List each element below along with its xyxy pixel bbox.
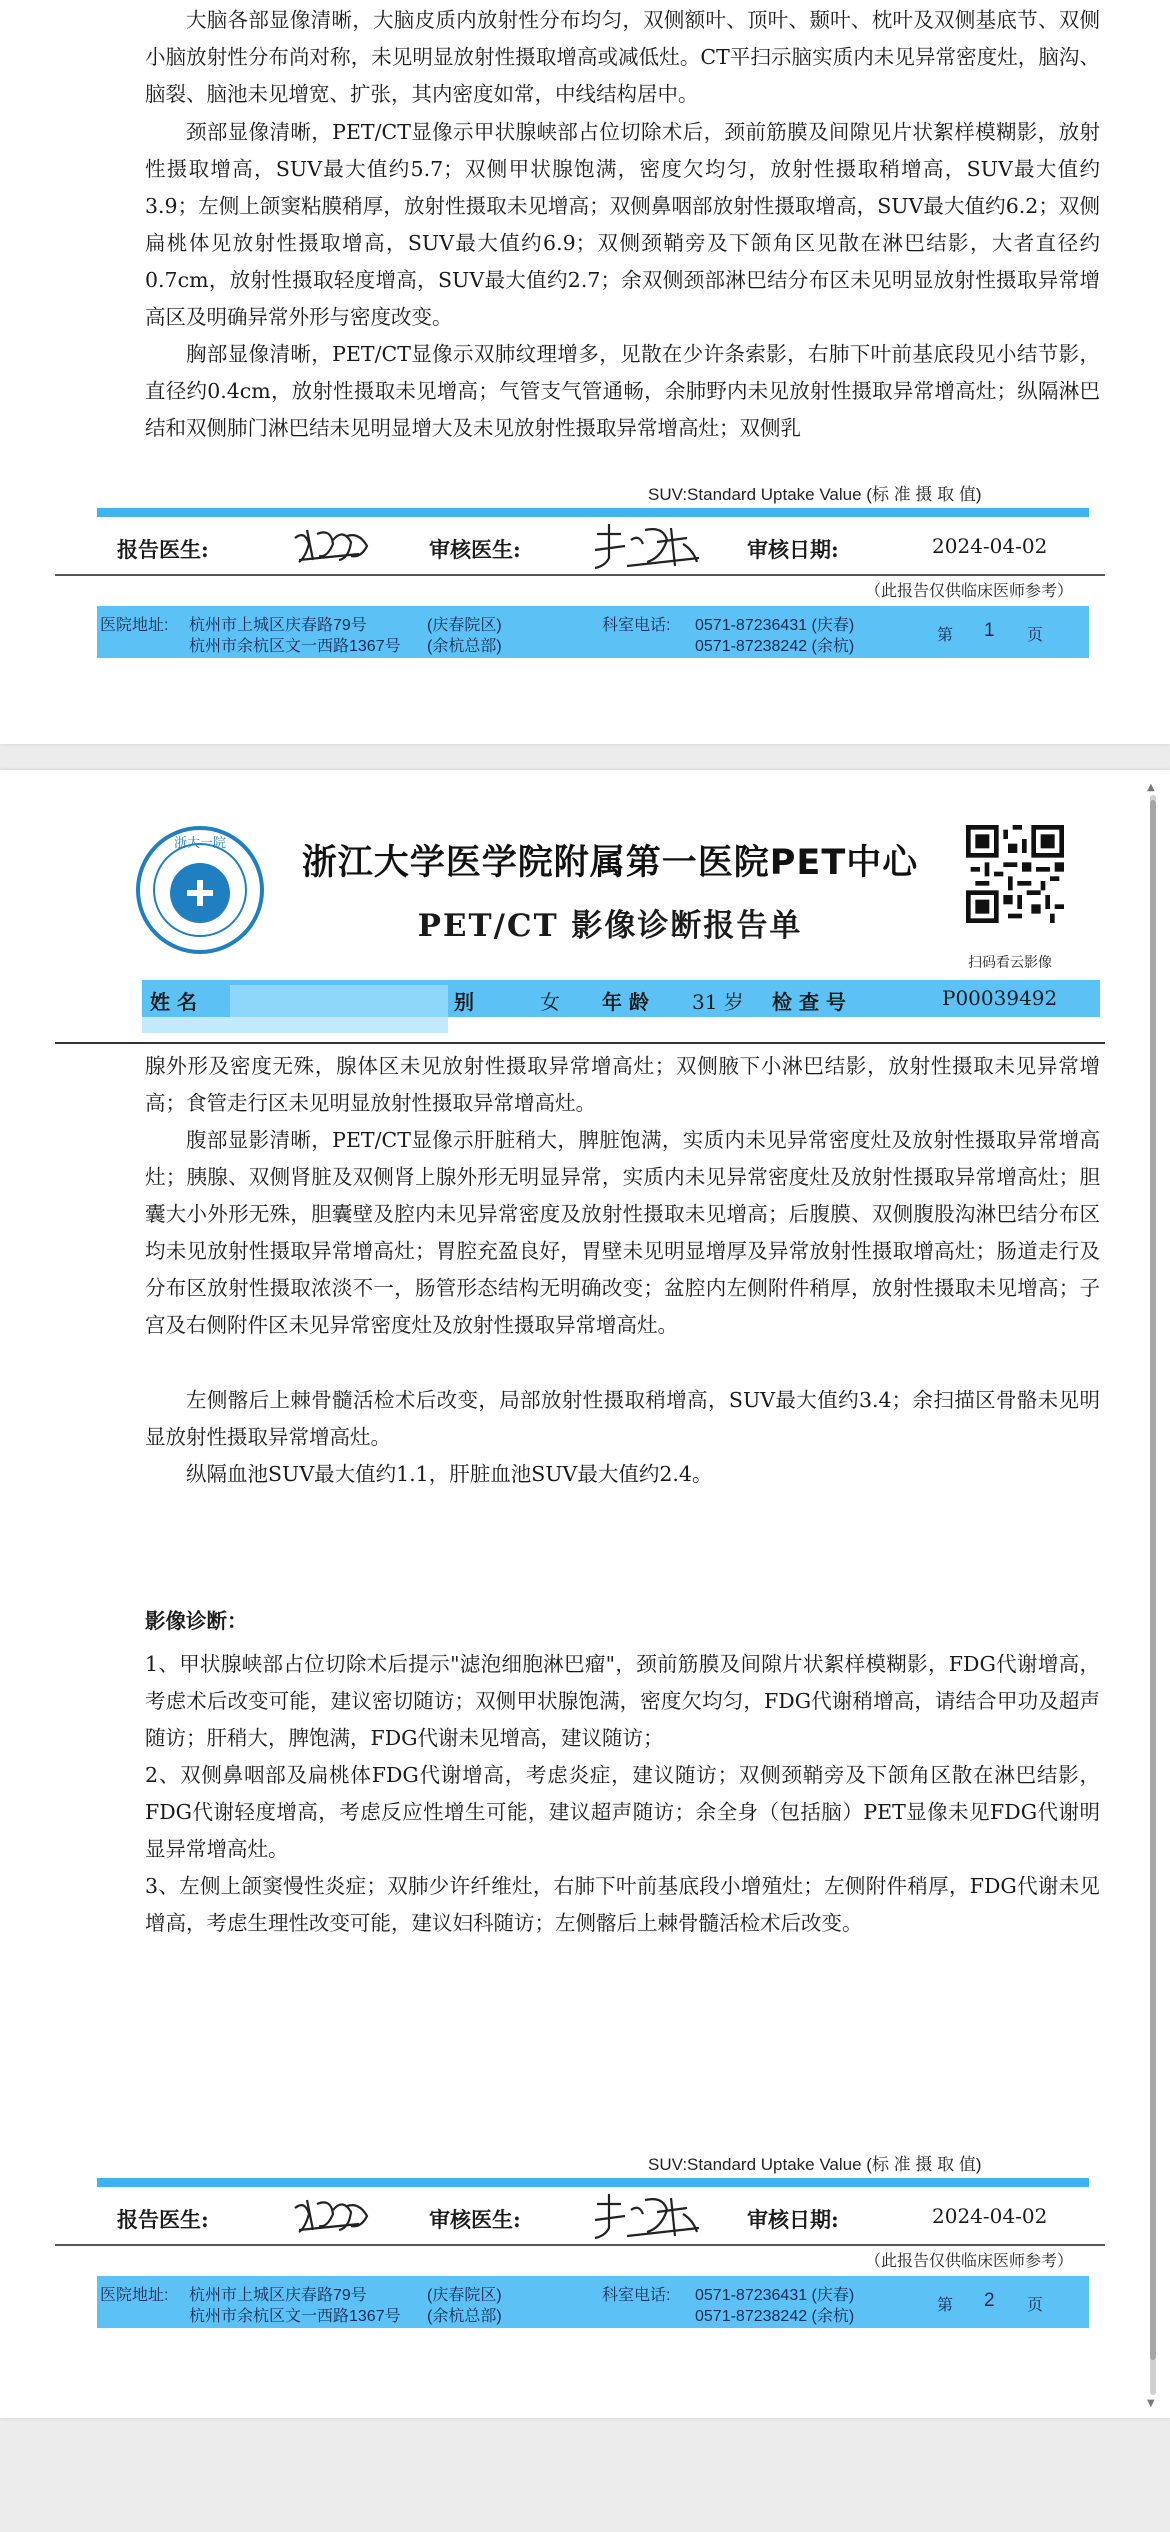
phone-1: 0571-87236431 (庆春) <box>695 617 855 634</box>
review-date-label-2: 审核日期: <box>747 2207 839 2232</box>
signature-row <box>97 520 1089 576</box>
review-date-2: 2024-04-02 <box>932 2204 1048 2228</box>
campus-2-2: (余杭总部) <box>427 2308 502 2325</box>
diagnosis-item-2: 2、双侧鼻咽部及扁桃体FDG代谢增高，考虑炎症，建议随访；双侧颈鞘旁及下颌角区散在淋巴结影，FDG代谢轻度增高，考虑反应性增生可能，建议超声随访；余全身（包括脑）PET显像未见FDG代谢明显异常增高灶。 <box>145 1763 1100 1861</box>
report-doctor-signature-2 <box>287 2190 377 2242</box>
qr-code-icon[interactable] <box>966 825 1064 923</box>
phone-1-2: 0571-87236431 (庆春) <box>695 2287 855 2304</box>
name-redaction-underline <box>142 1017 448 1033</box>
scroll-up-icon[interactable]: ▲ <box>1147 782 1155 793</box>
diagnosis-item-3: 3、左侧上颌窦慢性炎症；双肺少许纤维灶，右肺下叶前基底段小增殖灶；左侧附件稍厚，FDG代谢未见增高，考虑生理性改变可能，建议妇科随访；左侧髂后上棘骨髓活检术后改变。 <box>145 1874 1100 1935</box>
review-doctor-label: 审核医生: <box>429 537 521 562</box>
hospital-footer <box>97 606 1089 658</box>
report-page-1 <box>0 0 1170 744</box>
address-label: 医院地址: <box>100 617 169 634</box>
blood-pool-paragraph: 纵隔血池SUV最大值约1.1，肝脏血池SUV最大值约2.4。 <box>186 1462 713 1486</box>
campus-2: (余杭总部) <box>427 638 502 655</box>
diagnosis-item-1: 1、甲状腺峡部占位切除术后提示"滤泡细胞淋巴瘤"，颈前筋膜及间隙片状絮样模糊影，FDG代谢增高，考虑术后改变可能，建议密切随访；双侧甲状腺饱满，密度欠均匀，FDG代谢稍增高，请结合甲功及超声随访；肝稍大，脾饱满，FDG代谢未见增高，建议随访； <box>145 1652 1100 1750</box>
review-doctor-signature-2 <box>587 2190 707 2246</box>
page-number-2: 2 <box>984 2290 995 2311</box>
suv-note: SUV:Standard Uptake Value (标 准 摄 取 值) <box>648 485 982 504</box>
logo-text: 浙大一院 <box>173 836 227 851</box>
name-label: 姓 名 <box>150 990 197 1014</box>
diagnosis-title: 影像诊断： <box>145 1609 248 1633</box>
bone-paragraph: 左侧髂后上棘骨髓活检术后改变，局部放射性摄取稍增高，SUV最大值约3.4；余扫描区骨骼未见明显放射性摄取异常增高灶。 <box>145 1388 1100 1449</box>
report-doctor-signature <box>287 520 377 572</box>
campus-1-2: (庆春院区) <box>427 2287 502 2304</box>
breast-paragraph: 腺外形及密度无殊，腺体区未见放射性摄取异常增高灶；双侧腋下小淋巴结影，放射性摄取未见异常增高；食管走行区未见明显放射性摄取异常增高灶。 <box>145 1054 1100 1115</box>
exam-label: 检 查 号 <box>772 990 846 1014</box>
age-label: 年 龄 <box>602 990 649 1014</box>
header-divider <box>55 1042 1105 1044</box>
qr-caption: 扫码看云影像 <box>968 955 1052 971</box>
reference-note-2: （此报告仅供临床医师参考） <box>865 2251 1074 2270</box>
phone-label: 科室电话: <box>602 617 671 634</box>
address-2-2: 杭州市余杭区文一西路1367号 <box>189 2308 401 2325</box>
age-value: 31 岁 <box>692 990 744 1014</box>
abdomen-paragraph: 腹部显影清晰，PET/CT显像示肝脏稍大，脾脏饱满，实质内未见异常密度灶及放射性摄取异常增高灶；胰腺、双侧肾脏及双侧肾上腺外形无明显异常，实质内未见异常密度灶及放射性摄取异常增高灶；胆囊大小外形无殊，胆囊壁及腔内未见异常密度及放射性摄取未见增高；后腹膜、双侧腹股沟淋巴结分布区均未见放射性摄取异常增高灶；胃腔充盈良好，胃壁未见明显增厚及异常放射性摄取增高灶；肠道走行及分布区放射性摄取浓淡不一，肠管形态结构无明确改变；盆腔内左侧附件稍厚，放射性摄取未见增高；子宫及右侧附件区未见异常密度灶及放射性摄取异常增高灶。 <box>145 1128 1100 1337</box>
signature-row-2 <box>97 2190 1089 2246</box>
sex-label: 别 <box>454 990 474 1014</box>
report-doctor-label: 报告医生: <box>117 537 209 562</box>
sex-value: 女 <box>540 990 560 1014</box>
hospital-title: 浙江大学医学院附属第一医院PET中心 <box>301 843 919 883</box>
phone-2-2: 0571-87238242 (余杭) <box>695 2308 855 2325</box>
divider <box>55 574 1105 576</box>
page-prefix: 第 <box>937 627 954 644</box>
phone-label-2: 科室电话: <box>602 2287 671 2304</box>
divider-2 <box>55 2244 1105 2246</box>
review-doctor-signature <box>587 520 707 576</box>
neck-paragraph: 颈部显像清晰，PET/CT显像示甲状腺峡部占位切除术后，颈前筋膜及间隙见片状絮样模糊影，放射性摄取增高，SUV最大值约5.7；双侧甲状腺饱满，密度欠均匀，放射性摄取稍增高，SUV最大值约3.9；左侧上颌窦粘膜稍厚，放射性摄取未见增高；双侧鼻咽部放射性摄取增高，SUV最大值约6.2；双侧扁桃体见放射性摄取增高，SUV最大值约6.9；双侧颈鞘旁及下颌角区见散在淋巴结影，大者直径约0.7cm，放射性摄取轻度增高，SUV最大值约2.7；余双侧颈部淋巴结分布区未见明显放射性摄取异常增高区及明确异常外形与密度改变。 <box>145 120 1100 329</box>
page-number: 1 <box>984 620 995 641</box>
phone-2: 0571-87238242 (余杭) <box>695 638 855 655</box>
accent-bar-2 <box>97 2178 1089 2187</box>
scrollbar-thumb[interactable] <box>1150 800 1156 2360</box>
chest-paragraph: 胸部显像清晰，PET/CT显像示双肺纹理增多，见散在少许条索影，右肺下叶前基底段见小结节影，直径约0.4cm，放射性摄取未见增高；气管支气管通畅，余肺野内未见放射性摄取异常增高灶；纵隔淋巴结和双侧肺门淋巴结未见明显增大及未见放射性摄取异常增高灶；双侧乳 <box>145 342 1100 440</box>
address-label-2: 医院地址: <box>100 2287 169 2304</box>
hospital-logo <box>135 825 265 955</box>
reference-note: （此报告仅供临床医师参考） <box>865 581 1074 600</box>
hospital-footer-2 <box>97 2276 1089 2328</box>
review-doctor-label-2: 审核医生: <box>429 2207 521 2232</box>
review-date: 2024-04-02 <box>932 534 1048 558</box>
report-doctor-label-2: 报告医生: <box>117 2207 209 2232</box>
exam-number: P00039492 <box>942 986 1058 1010</box>
address-2: 杭州市余杭区文一西路1367号 <box>189 638 401 655</box>
address-1-2: 杭州市上城区庆春路79号 <box>189 2287 367 2304</box>
campus-1: (庆春院区) <box>427 617 502 634</box>
page-suffix: 页 <box>1027 627 1044 644</box>
report-title: PET/CT 影像诊断报告单 <box>417 908 803 944</box>
page-prefix-2: 第 <box>937 2297 954 2314</box>
accent-bar <box>97 508 1089 517</box>
address-1: 杭州市上城区庆春路79号 <box>189 617 367 634</box>
suv-note-2: SUV:Standard Uptake Value (标 准 摄 取 值) <box>648 2155 982 2174</box>
page-suffix-2: 页 <box>1027 2297 1044 2314</box>
review-date-label: 审核日期: <box>747 537 839 562</box>
report-page-2 <box>0 770 1170 2418</box>
brain-paragraph: 大脑各部显像清晰，大脑皮质内放射性分布均匀，双侧额叶、顶叶、颞叶、枕叶及双侧基底节、双侧小脑放射性分布尚对称，未见明显放射性摄取增高或减低灶。CT平扫示脑实质内未见异常密度灶，脑沟、脑裂、脑池未见增宽、扩张，其内密度如常，中线结构居中。 <box>145 8 1100 106</box>
scroll-down-icon[interactable]: ▼ <box>1147 2398 1155 2409</box>
